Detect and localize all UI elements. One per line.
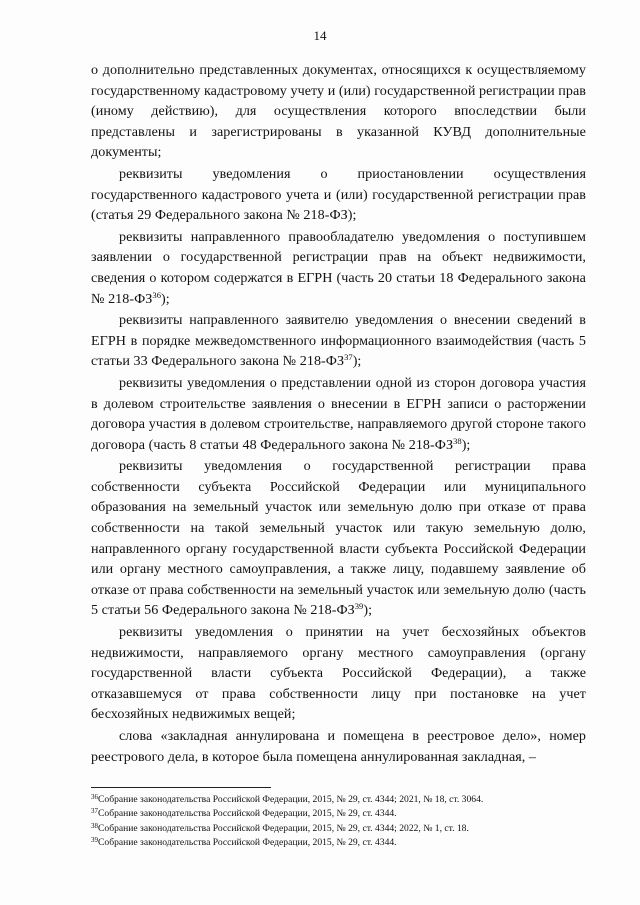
footnote: [91, 822, 586, 836]
footnote: [91, 793, 586, 807]
footnote-ref: 38: [453, 435, 462, 446]
paragraph: [91, 164, 586, 226]
paragraph-text: слова «закладная аннулирована и помещена в реестровое дело», номер реестрового дела, в которое была помещена аннулированная закладная, –: [91, 728, 586, 765]
footnote-number: 39: [91, 836, 98, 845]
paragraph-text: о дополнительно представленных документах, относящихся к осуществляемому государственному кадастровому учету и (или) государственной регистрации прав (иному действию), для осуществления которого впоследствии были представлены и зарегистрированы в указанной КУВД дополнительные документы;: [91, 62, 586, 161]
footnote-text: Собрание законодательства Российской Федерации, 2015, № 29, ст. 4344; 2022, № 1, ст. 18.: [98, 822, 469, 834]
footnote: [91, 836, 586, 850]
paragraph-text: реквизиты уведомления о представлении одной из сторон договора участия в долевом строительстве заявления о внесении в ЕГРН записи о расторжении договора участия в долевом строительстве, направляемого другой стороне такого договора (часть 8 статьи 48 Федерального закона № 218-ФЗ: [91, 374, 586, 453]
footnote-ref: 37: [344, 352, 353, 363]
paragraph: [91, 310, 586, 372]
paragraph: [91, 373, 586, 455]
footnote-separator: [91, 787, 271, 788]
paragraph: [91, 622, 586, 725]
paragraph-text: реквизиты уведомления о приостановлении осуществления государственного кадастрового учета и (или) государственной регистрации прав (статья 29 Федерального закона № 218-ФЗ);: [91, 165, 586, 224]
footnotes: [91, 793, 586, 851]
footnote-text: Собрание законодательства Российской Федерации, 2015, № 29, ст. 4344; 2021, № 18, ст. 3064.: [98, 794, 484, 805]
footnote-number: 36: [91, 793, 98, 801]
paragraph-text: );: [352, 353, 362, 370]
document-body: [91, 60, 586, 767]
paragraph: [91, 726, 586, 767]
paragraph-text: );: [161, 290, 170, 307]
paragraph: [91, 227, 586, 309]
paragraph-text: реквизиты уведомления о принятии на учет бесхозяйных объектов недвижимости, направляемого органу местного самоуправления (органу государственной власти субъекта Российской Федерации), а также отказавшемуся от права собственности лицу при постановке на учет бесхозяйных недвижимых вещей;: [91, 624, 586, 723]
page-number: 14: [313, 28, 327, 43]
footnote-number: 38: [91, 821, 98, 830]
footnote-text: Собрание законодательства Российской Федерации, 2015, № 29, ст. 4344.: [98, 837, 397, 849]
paragraph-text: реквизиты направленного заявителю уведомления о внесении сведений в ЕГРН в порядке межведомственного информационного взаимодействия (часть 5 статьи 33 Федерального закона № 218-ФЗ: [91, 312, 586, 370]
paragraph: [91, 456, 586, 621]
paragraph-text: );: [461, 436, 471, 453]
paragraph: [91, 60, 586, 163]
footnote-ref: 36: [152, 289, 162, 300]
paragraph-text: реквизиты направленного правообладателю уведомления о поступившем заявлении о государственной регистрации прав на объект недвижимости, сведения о котором содержатся в ЕГРН (часть 20 статьи 18 Федерального закона № 218-ФЗ: [91, 228, 586, 307]
footnote: [91, 807, 586, 821]
footnote-number: 37: [91, 807, 98, 816]
footnote-text: Собрание законодательства Российской Федерации, 2015, № 29, ст. 4344.: [98, 808, 397, 820]
footnote-ref: 39: [354, 601, 364, 612]
paragraph-text: реквизиты уведомления о государственной регистрации права собственности субъекта Российской Федерации или муниципального образования на земельный участок или земельную долю при отказе от права собственности на такой земельный участок или такую земельную долю, направленного органу государственной власти субъекта Российской Федерации или органу местного самоуправления, а также лицу, подавшему заявление об отказе от права собственности на земельный участок или земельную долю (часть 5 статьи 56 Федерального закона № 218-ФЗ: [91, 458, 586, 619]
paragraph-text: );: [363, 602, 373, 619]
